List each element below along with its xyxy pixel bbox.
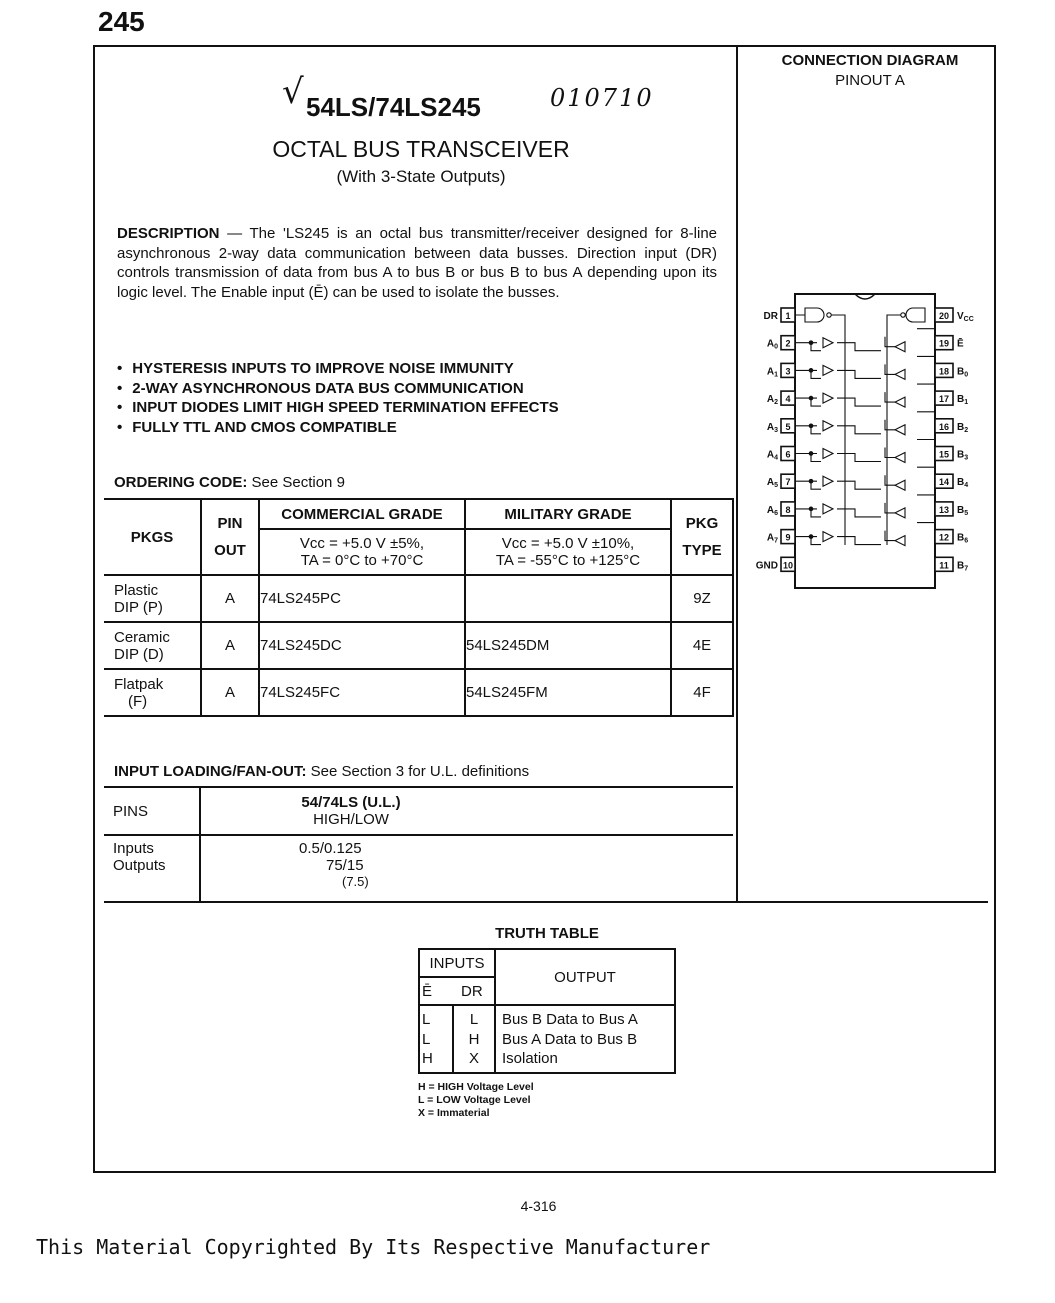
data-wire — [811, 420, 895, 434]
commercial-cell: 74LS245PC — [259, 575, 465, 622]
description-dash: — — [219, 225, 250, 242]
pin-number: 16 — [938, 421, 950, 432]
section-divider — [104, 901, 988, 903]
pin-number: 19 — [938, 338, 950, 349]
data-wire — [811, 448, 895, 462]
pin-label: $B_1$ — [957, 394, 969, 407]
commercial-cell: 74LS245FC — [259, 669, 465, 716]
pin-label: GND — [755, 560, 778, 572]
buffer-b-to-a — [895, 508, 905, 518]
pin-number: 5 — [785, 421, 791, 432]
feature-item: • HYSTERESIS INPUTS TO IMPROVE NOISE IMMUNITY — [117, 359, 559, 379]
data-wire — [795, 356, 935, 378]
table-row — [104, 669, 733, 716]
data-wire — [795, 440, 935, 462]
pin-number: 9 — [785, 532, 791, 543]
buffer-b-to-a — [895, 425, 905, 435]
buffer-b-to-a — [895, 369, 905, 379]
pin-number: 10 — [782, 560, 794, 571]
connection-diagram-title: CONNECTION DIAGRAM — [781, 52, 959, 69]
pins-labels: Inputs Outputs — [104, 835, 200, 901]
pin-label: $B_2$ — [957, 421, 969, 434]
copyright-notice: This Material Copyrighted By Its Respective Manufacturer — [36, 1235, 711, 1259]
ul-header: 54/74LS (U.L.) HIGH/LOW — [200, 787, 733, 835]
pin-number: 8 — [785, 504, 791, 515]
data-wire — [795, 495, 935, 517]
connection-diagram-subtitle: PINOUT A — [835, 72, 905, 89]
feature-item: • 2-WAY ASYNCHRONOUS DATA BUS COMMUNICATION — [117, 379, 559, 399]
inputs-header: INPUTS — [419, 949, 495, 977]
table-row — [104, 835, 733, 901]
data-wire — [795, 384, 935, 406]
buffer-a-to-b — [823, 365, 833, 375]
buffer-a-to-b — [823, 338, 833, 348]
output-column: Bus B Data to Bus A Bus A Data to Bus B Isolation — [495, 1005, 675, 1073]
military-cell: 54LS245DM — [465, 622, 671, 669]
military-cell — [465, 575, 671, 622]
pin-cell: A — [201, 669, 259, 716]
pin-number: 3 — [785, 366, 791, 377]
description-label: DESCRIPTION — [117, 225, 220, 242]
dr-column: L H X — [453, 1005, 495, 1073]
truth-table — [418, 948, 676, 1074]
loading-values: 0.5/0.125 75/15 (7.5) — [200, 835, 733, 901]
table-row — [419, 1005, 675, 1073]
buffer-a-to-b — [823, 449, 833, 459]
truth-table-title: TRUTH TABLE — [495, 925, 599, 942]
data-wire — [811, 392, 895, 406]
military-grade-header: MILITARY GRADE — [465, 499, 671, 529]
data-wire — [811, 531, 895, 545]
pin-label: $A_4$ — [766, 449, 778, 462]
pin-number: 11 — [939, 560, 949, 571]
buffer-a-to-b — [823, 532, 833, 542]
pin-number: 12 — [938, 532, 950, 543]
data-wire — [795, 467, 935, 489]
data-wire — [811, 503, 895, 517]
legend-line: X = Immaterial — [418, 1107, 490, 1119]
truth-table-legend — [418, 1081, 534, 1120]
feature-item: • FULLY TTL AND CMOS COMPATIBLE — [117, 418, 559, 438]
e-column: L L H — [419, 1005, 453, 1073]
input-loading-text: See Section 3 for U.L. definitions — [306, 763, 530, 780]
data-wire — [795, 412, 935, 434]
pin-number: 14 — [938, 477, 950, 488]
pkg-type-header: PKG TYPE — [671, 499, 733, 575]
pin-label: $A_0$ — [766, 338, 778, 351]
military-conditions: Vcc = +5.0 V ±10%, TA = -55°C to +125°C — [465, 529, 671, 575]
pin-label: $B_5$ — [957, 504, 969, 517]
pin-number: 15 — [938, 449, 950, 460]
ordering-code-label: ORDERING CODE: — [114, 474, 248, 491]
page-reference: 4-316 — [520, 1198, 557, 1214]
inverter-bubble — [827, 313, 831, 317]
pin-label: DR — [763, 311, 778, 322]
pin-number: 17 — [938, 394, 950, 405]
buffer-b-to-a — [895, 397, 905, 407]
pin-label: $B_3$ — [957, 449, 969, 462]
page-number: 245 — [98, 6, 145, 37]
part-number-title: 54LS/74LS245 — [306, 92, 481, 122]
pin-number: 13 — [938, 504, 950, 515]
pin-cell: A — [201, 622, 259, 669]
ordering-code-text: See Section 9 — [247, 474, 345, 491]
buffer-a-to-b — [823, 504, 833, 514]
pin-number: 18 — [938, 366, 950, 377]
commercial-cell: 74LS245DC — [259, 622, 465, 669]
pin-number: 20 — [938, 311, 950, 321]
dr-header: DR — [453, 977, 495, 1005]
feature-item: • INPUT DIODES LIMIT HIGH SPEED TERMINATION EFFECTS — [117, 398, 559, 418]
pin-label: $A_7$ — [766, 532, 778, 545]
pkg-cell: Flatpak (F) — [104, 669, 201, 716]
pin-number: 2 — [785, 338, 791, 349]
pin-label: $A_5$ — [766, 477, 778, 490]
pin-label: $B_7$ — [957, 560, 969, 573]
pins-header: PINS — [104, 787, 200, 835]
pin-number: 6 — [785, 449, 791, 460]
direction-gate — [805, 308, 824, 322]
pin-label: $B_0$ — [957, 366, 969, 379]
data-wire — [811, 364, 895, 378]
commercial-grade-header: COMMERCIAL GRADE — [259, 499, 465, 529]
feature-list — [117, 359, 559, 437]
input-loading-line — [114, 763, 529, 780]
pin-label: $A_2$ — [766, 394, 778, 407]
type-cell: 4E — [671, 622, 733, 669]
table-row — [104, 622, 733, 669]
pin-number: 7 — [785, 477, 791, 488]
pin-label: $B_6$ — [957, 532, 969, 545]
data-wire — [795, 523, 935, 545]
legend-line: H = HIGH Voltage Level — [418, 1081, 534, 1093]
pkgs-header: PKGS — [104, 499, 201, 575]
pin-label: $A_3$ — [766, 421, 778, 434]
pkg-cell: Plastic DIP (P) — [104, 575, 201, 622]
pin-out-header: PIN OUT — [201, 499, 259, 575]
input-loading-table — [104, 786, 733, 901]
pin-label: $A_1$ — [766, 366, 778, 379]
buffer-b-to-a — [895, 536, 905, 546]
buffer-a-to-b — [823, 393, 833, 403]
data-wire — [811, 337, 895, 351]
table-row — [104, 575, 733, 622]
commercial-conditions: Vcc = +5.0 V ±5%, TA = 0°C to +70°C — [259, 529, 465, 575]
output-header: OUTPUT — [495, 949, 675, 1005]
device-title: OCTAL BUS TRANSCEIVER — [272, 136, 570, 162]
pin-label: $B_4$ — [957, 477, 969, 490]
input-loading-label: INPUT LOADING/FAN-OUT: — [114, 763, 307, 780]
pin-label: Ē — [957, 338, 964, 350]
pin-number: 4 — [785, 394, 791, 405]
buffer-b-to-a — [895, 453, 905, 463]
military-cell: 54LS245FM — [465, 669, 671, 716]
pin-label: $A_6$ — [766, 504, 778, 517]
description-paragraph — [117, 224, 717, 302]
connection-diagram — [745, 292, 995, 592]
description-text: The 'LS245 is an octal bus transmitter/receiver designed for 8-line asynchronous 2-way data communication between data busses. Direction input (DR) controls transmission of data from bus A to bus B or bus B to bus A depending upon its logic level. The Enable input (Ē) can be used to isolate the busses. — [117, 225, 717, 301]
buffer-b-to-a — [895, 480, 905, 490]
pin-label: $V_{CC}$ — [957, 311, 974, 323]
handwritten-check-mark: √ — [282, 72, 304, 112]
data-wire — [795, 329, 935, 351]
pin-number: 1 — [785, 311, 791, 321]
buffer-a-to-b — [823, 421, 833, 431]
type-cell: 9Z — [671, 575, 733, 622]
e-header: Ē — [419, 977, 453, 1005]
legend-line: L = LOW Voltage Level — [418, 1094, 531, 1106]
ordering-table — [104, 498, 734, 717]
pkg-cell: Ceramic DIP (D) — [104, 622, 201, 669]
inverter-bubble — [901, 313, 905, 317]
ic-body — [795, 294, 935, 588]
pin-cell: A — [201, 575, 259, 622]
ordering-code-line — [114, 474, 345, 491]
enable-gate — [906, 308, 925, 322]
handwritten-code: 010710 — [550, 84, 654, 112]
buffer-b-to-a — [895, 342, 905, 352]
type-cell: 4F — [671, 669, 733, 716]
device-subtitle: (With 3-State Outputs) — [336, 167, 506, 186]
data-wire — [811, 475, 895, 489]
buffer-a-to-b — [823, 476, 833, 486]
